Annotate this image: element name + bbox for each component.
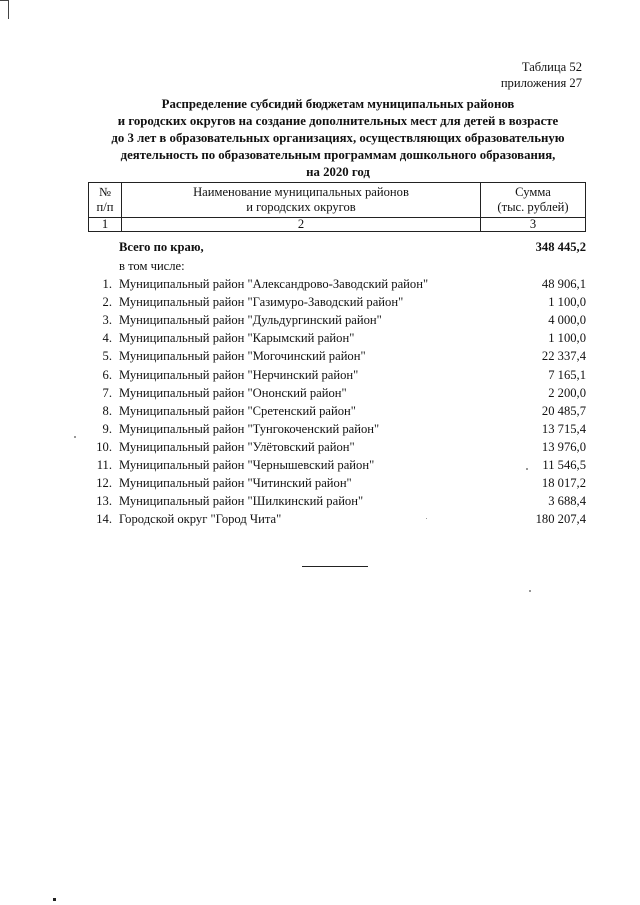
row-sum: 13 976,0 [541, 439, 586, 454]
row-name: Муниципальный район "Улётовский район" [119, 439, 355, 454]
column-number: 2 [122, 218, 481, 232]
appendix-reference: приложения 27 [500, 76, 582, 90]
table-row [88, 402, 586, 420]
row-name: Городской округ "Город Чита" [119, 512, 282, 527]
row-number: 2. [102, 295, 112, 310]
table-row [88, 329, 586, 347]
total-row [88, 238, 586, 256]
row-name: Муниципальный район "Нерчинский район" [119, 367, 359, 382]
table-row [88, 420, 586, 438]
header-name-cell [122, 183, 481, 218]
title-line: на 2020 год [306, 165, 370, 179]
row-sum: 3 688,4 [548, 494, 586, 509]
row-name: Муниципальный район "Чернышевский район" [119, 458, 375, 472]
table-row [88, 347, 586, 365]
row-name: Муниципальный район "Могочинский район" [119, 349, 366, 364]
document-title [78, 96, 598, 181]
row-name: Муниципальный район "Газимуро-Заводский район" [119, 295, 404, 310]
row-number: 11. [96, 458, 112, 472]
row-sum: 4 000,0 [548, 313, 586, 328]
row-sum: 48 906,1 [541, 277, 586, 291]
header-name-label: Наименование муниципальных районов [193, 185, 409, 199]
row-name: Муниципальный район "Читинский район" [119, 476, 352, 491]
total-value: 348 445,2 [535, 240, 586, 254]
table-row [88, 456, 586, 474]
table-row [88, 311, 586, 329]
row-number: 7. [102, 385, 112, 400]
title-line: до 3 лет в образовательных организациях, осуществляющих образовательную [111, 131, 565, 145]
row-sum: 18 017,2 [541, 476, 586, 491]
row-number: 9. [102, 421, 112, 436]
row-sum: 180 207,4 [535, 512, 586, 527]
header-number-sublabel: п/п [96, 200, 114, 214]
row-number: 4. [102, 331, 112, 346]
header-number-cell [89, 183, 122, 218]
table-row [88, 366, 586, 384]
scan-speck [426, 518, 427, 519]
row-name: Муниципальный район "Тунгокоченский район" [119, 421, 380, 436]
total-label: Всего по краю, [119, 240, 204, 254]
row-name: Муниципальный район "Шилкинский район" [119, 494, 364, 509]
header-sum-label: Сумма [515, 185, 551, 199]
scan-speck [529, 590, 531, 592]
subtotal-label: в том числе: [119, 259, 185, 273]
row-sum: 13 715,4 [541, 421, 586, 436]
row-number: 3. [102, 313, 112, 328]
table-row [88, 474, 586, 492]
table-row [88, 293, 586, 311]
row-sum: 11 546,5 [542, 458, 586, 472]
row-name: Муниципальный район "Дульдургинский район" [119, 313, 382, 328]
row-sum: 20 485,7 [541, 403, 586, 418]
column-number: 1 [89, 218, 122, 232]
row-sum: 2 200,0 [548, 385, 586, 400]
table-row [88, 384, 586, 402]
table-row [88, 438, 586, 456]
table-row [88, 492, 586, 510]
column-number: 3 [481, 218, 586, 232]
row-number: 12. [96, 476, 112, 491]
row-sum: 1 100,0 [548, 295, 586, 310]
title-line: Распределение субсидий бюджетам муниципальных районов [161, 97, 515, 111]
header-number-label: № [98, 185, 112, 199]
row-sum: 1 100,0 [548, 331, 586, 346]
title-line: и городских округов на создание дополнительных мест для детей в возрасте [117, 114, 559, 128]
title-line: деятельность по образовательным программам дошкольного образования, [120, 148, 556, 162]
header-sum-cell [481, 183, 586, 218]
row-name: Муниципальный район "Сретенский район" [119, 403, 356, 418]
row-name: Муниципальный район "Ононский район" [119, 385, 347, 400]
row-number: 8. [102, 403, 112, 418]
row-number: 5. [102, 349, 112, 364]
scan-dot [53, 898, 56, 901]
table-row [88, 510, 586, 528]
row-name: Муниципальный район "Карымский район" [119, 331, 355, 346]
row-number: 10. [96, 439, 112, 454]
row-name: Муниципальный район "Александрово-Заводский район" [119, 277, 429, 291]
table-row [88, 275, 586, 293]
scan-speck [526, 468, 528, 470]
row-sum: 7 165,1 [548, 367, 586, 382]
table-header [88, 182, 586, 232]
row-number: 6. [102, 367, 112, 382]
separator-line [302, 566, 368, 567]
scan-corner-mark [0, 0, 9, 19]
row-sum: 22 337,4 [541, 349, 586, 364]
header-name-sublabel: и городских округов [246, 200, 356, 214]
row-number: 14. [96, 512, 112, 527]
scan-speck [74, 436, 76, 438]
header-sum-sublabel: (тыс. рублей) [497, 200, 569, 214]
row-number: 13. [96, 494, 112, 509]
table-number: Таблица 52 [521, 60, 582, 74]
row-number: 1. [102, 277, 112, 291]
